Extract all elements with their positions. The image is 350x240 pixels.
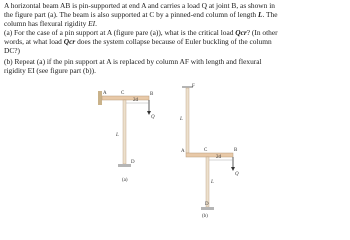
problem-text: . [95,18,97,28]
problem-text: DC?) [4,45,21,55]
label-d: D [205,202,209,207]
problem-text: A horizontal beam AB is pin-supported at end A and carries a load Q at joint B, as shown in [4,1,275,10]
label-length-bottom: L [211,180,214,185]
label-a: A [181,149,185,154]
critical-load-symbol: Qcr [63,36,76,46]
problem-text: does the system collapse because of Euler buckling of the column [75,36,272,46]
problem-text: the figure part (a). The beam is also supported at C by a pinned-end column of length [4,9,258,19]
label-d: D [131,160,135,165]
problem-text: column has flexural rigidity [4,18,89,28]
label-length: L [116,133,119,138]
label-c: C [121,91,125,96]
problem-text: rigidity EI (see figure part (b)). [4,65,96,75]
label-load: Q [151,115,155,120]
problem-text: (a) For the case of a pin support at A (figure pare (a)), what is the critical load [4,27,236,37]
label-length-top: L [180,117,183,122]
label-load: Q [235,172,239,177]
figure-b [179,84,239,219]
problem-text: words, at what load [4,36,64,46]
label-a: A [103,91,107,96]
problem-text: . The [262,9,278,19]
beam-ab [102,96,149,100]
column-af [186,88,189,153]
beam-ab [186,153,233,157]
figure-caption: (a) [122,178,128,183]
problem-text: ? (In other [246,27,278,37]
label-span: 2d [133,98,138,103]
label-span: 2d [216,155,221,160]
figure-a [98,91,155,183]
figure-caption: (b) [202,214,208,219]
label-c: C [204,148,208,153]
support-base-d [201,207,214,210]
label-f: F [192,84,195,89]
critical-load-symbol: Qcr [235,27,247,37]
length-symbol: L [257,9,263,19]
label-b: B [234,148,238,153]
pin-support-a [98,91,102,105]
label-b: B [150,92,154,97]
column-dc [123,100,126,164]
problem-text: (b) Repeat (a) if the pin support at A is replaced by column AF with length and flexural [4,57,262,66]
rigidity-symbol: EI [88,18,96,28]
support-base-d [118,164,131,167]
arrowhead-icon [231,167,235,171]
column-dc [206,157,209,207]
